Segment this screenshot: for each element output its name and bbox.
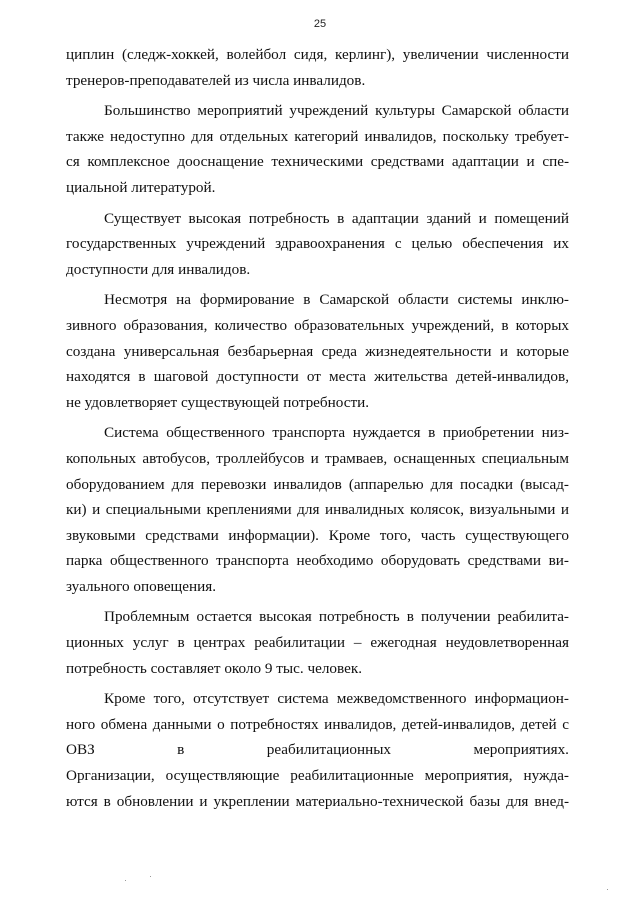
text-line: циплин (следж-хоккей, волейбол сидя, керлинг), увеличении численности xyxy=(66,46,569,63)
text-line: ки) и специальными креплениями для инвалидных колясок, визуальными и xyxy=(66,501,569,519)
text-line: Существует высокая потребность в адаптации зданий и помещений xyxy=(104,209,569,227)
text-line: Организации, осуществляющие реабилитационные мероприятия, нужда- xyxy=(66,767,569,785)
word: мероприятиях. xyxy=(473,741,569,759)
paragraph-6 xyxy=(66,604,569,681)
word: ОВЗ xyxy=(66,741,95,759)
text-line: Проблемным остается высокая потребность в получении реабилита- xyxy=(104,608,569,626)
text-line: не удовлетворяет существующей потребности. xyxy=(66,393,370,411)
text-line: государственных учреждений здравоохранения с целью обеспечения их xyxy=(66,235,569,253)
paragraph-5 xyxy=(66,420,569,599)
scan-speck xyxy=(125,880,126,881)
scan-speck xyxy=(150,876,151,877)
text-line: ционных услуг в центрах реабилитации – ежегодная неудовлетворенная xyxy=(66,634,569,652)
text-line: Система общественного транспорта нуждается в приобретении низ- xyxy=(104,424,569,442)
text-line: также недоступно для отдельных категорий инвалидов, поскольку требует- xyxy=(66,127,569,145)
text-line: ются в обновлении и укреплении материально-технической базы для внед- xyxy=(66,792,569,810)
page-number: 25 xyxy=(313,18,327,30)
text-line: циальной литературой. xyxy=(66,178,216,196)
text-line: зуального оповещения. xyxy=(66,577,217,595)
word: реабилитационных xyxy=(266,741,392,759)
text-line: Несмотря на формирование в Самарской области системы инклю- xyxy=(104,291,569,309)
text-line: тренеров-преподавателей из числа инвалидов. xyxy=(66,71,366,89)
text-line: Большинство мероприятий учреждений культуры Самарской области xyxy=(104,102,569,120)
paragraph-1 xyxy=(66,42,569,93)
paragraph-4 xyxy=(66,287,569,415)
text-line: находятся в шаговой доступности от места жительства детей-инвалидов, xyxy=(66,368,569,386)
text-line: копольных автобусов, троллейбусов и трамваев, оснащенных специальным xyxy=(66,449,569,467)
spread-text-line xyxy=(66,737,569,763)
text-line: Кроме того, отсутствует система межведомственного информацион- xyxy=(104,690,569,708)
text-line: ного обмена данными о потребностях инвалидов, детей-инвалидов, детей с xyxy=(66,715,569,733)
text-line: потребность составляет около 9 тыс. человек. xyxy=(66,659,363,677)
body-text xyxy=(66,42,569,814)
text-line: звуковыми средствами информации). Кроме того, часть существующего xyxy=(66,526,569,544)
paragraph-2 xyxy=(66,98,569,200)
text-line: парка общественного транспорта необходимо оборудовать средствами ви- xyxy=(66,552,569,570)
text-line: ся комплексное дооснащение техническими средствами адаптации и спе- xyxy=(66,153,569,171)
text-line: оборудованием для перевозки инвалидов (аппарелью для посадки (высад- xyxy=(66,475,569,493)
text-line: создана универсальная безбарьерная среда жизнедеятельности и которые xyxy=(66,342,569,360)
paragraph-7 xyxy=(66,686,569,814)
scan-speck xyxy=(607,889,608,890)
word: в xyxy=(177,741,185,759)
text-line: доступности для инвалидов. xyxy=(66,260,251,278)
paragraph-3 xyxy=(66,206,569,283)
text-line: зивного образования, количество образовательных учреждений, в которых xyxy=(66,316,569,334)
